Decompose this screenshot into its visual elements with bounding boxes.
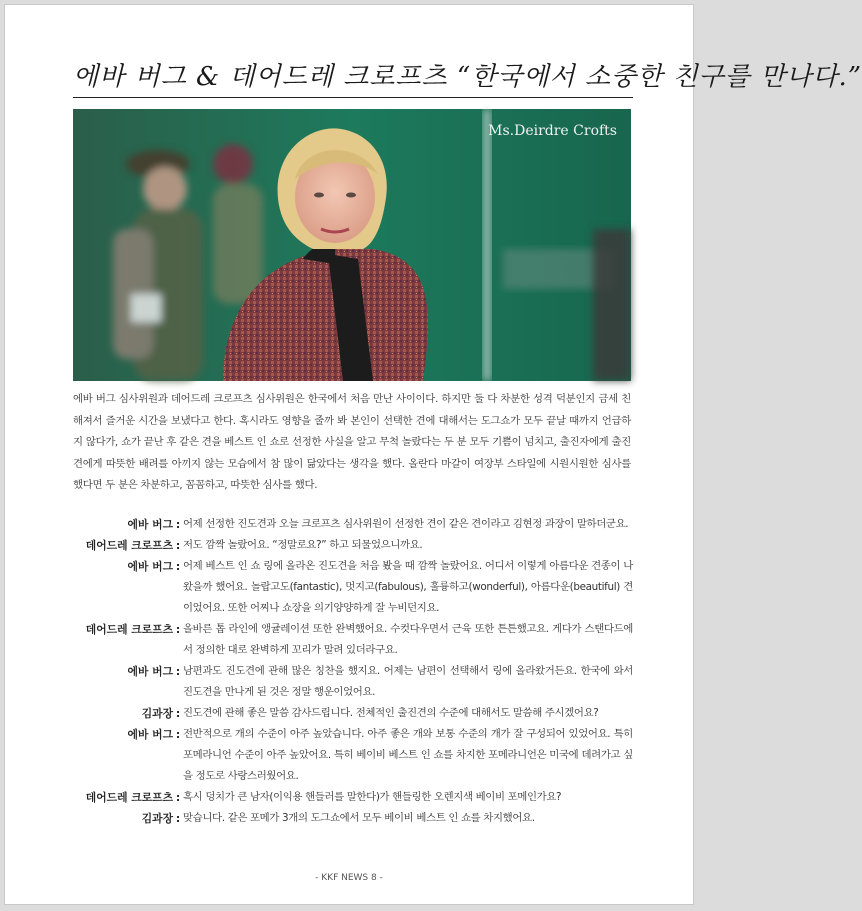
speech-text: 혹시 덩치가 큰 남자(이익용 핸들러를 말한다)가 핸들링한 오렌지색 베이비 포메인가요? [183, 791, 562, 803]
judge-portrait-illustration [73, 109, 631, 381]
photo-caption: Ms.Deirdre Crofts [488, 123, 617, 139]
article-photo [73, 109, 631, 381]
speaker-colon: : [175, 560, 181, 573]
speaker-colon: : [175, 728, 181, 741]
speaker-colon: : [175, 518, 181, 531]
speaker-colon: : [175, 707, 181, 720]
article-title: 에바 버그 & 데어드레 크로프츠 “한국에서 소중한 친구를 만나다.” [73, 62, 862, 92]
speaker-name: 에바 버그 [127, 518, 173, 531]
speech-text: 어제 베스트 인 쇼 링에 올라온 진도견을 처음 봤을 때 깜짝 놀랐어요. 어디서 이렇게 아름다운 견종이 나왔을까 했어요. 놀랍고도(fantastic), 멋지고(fabulous), 훌륭하고(wonderful), 아름다운(beautiful) 견이었어요. 또한 어찌나 쇼장을 의기양양하게 잘 누비던지요. [183, 560, 633, 614]
speaker-colon: : [175, 665, 181, 678]
interview-dialogue [73, 514, 633, 829]
speaker-name: 에바 버그 [127, 728, 173, 741]
dialogue-turn [73, 703, 633, 724]
dialogue-turn [73, 661, 633, 703]
dialogue-turn [73, 724, 633, 787]
dialogue-turn [73, 787, 633, 808]
speaker-name: 김과장 [141, 707, 173, 720]
speech-text: 진도견에 관해 좋은 말씀 감사드립니다. 전체적인 출진견의 수준에 대해서도 말씀해 주시겠어요? [183, 707, 599, 719]
dialogue-turn [73, 514, 633, 535]
speech-text: 올바른 톱 라인에 앵귤레이션 또한 완벽했어요. 수컷다우면서 근육 또한 튼튼했고요. 게다가 스탠다드에서 정의한 대로 완벽하게 꼬리가 말려 있더라구요. [183, 623, 633, 656]
speech-text: 저도 깜짝 놀랐어요. “정말로요?” 하고 되물었으니까요. [183, 539, 423, 551]
speaker-name: 데어드레 크로프츠 [85, 539, 173, 552]
dialogue-turn [73, 535, 633, 556]
intro-paragraph: 에바 버그 심사위원과 데어드레 크로프츠 심사위원은 한국에서 처음 만난 사이이다. 하지만 둘 다 차분한 성격 덕분인지 금세 친해져서 즐거운 시간을 보냈다고 한다. 혹시라도 영향을 줄까 봐 본인이 선택한 견에 대해서는 도그쇼가 모두 끝날 때까지 언급하지 않다가, 쇼가 끝난 후 같은 견을 베스트 인 쇼로 선정한 사실을 알고 무척 놀랐다는 두 분 모두 기쁨이 넘치고, 출진자에게 출진견에게 따뜻한 배려를 아끼지 않는 모습에서 참 많이 닮았다는 생각을 했다. 올란다 마갈이 여장부 스타일에 시원시원한 심사를 했다면 두 분은 차분하고, 꼼꼼하고, 따뜻한 심사를 했다. [73, 393, 631, 491]
dialogue-turn [73, 556, 633, 619]
speaker-name: 데어드레 크로프츠 [85, 623, 173, 636]
speech-text: 맞습니다. 같은 포메가 3개의 도그쇼에서 모두 베이비 베스트 인 쇼를 차지했어요. [183, 812, 535, 824]
speech-text: 남편과도 진도견에 관해 많은 칭찬을 했지요. 어제는 남편이 선택해서 링에 올라왔거든요. 한국에 와서 진도견을 만나게 된 것은 정말 행운이었어요. [183, 665, 633, 698]
speaker-colon: : [175, 812, 181, 825]
speech-text: 전반적으로 개의 수준이 아주 높았습니다. 아주 좋은 개와 보통 수준의 개가 잘 구성되어 있었어요. 특히 포메라니언 수준이 아주 높았어요. 특히 베이비 베스트 인 쇼를 차지한 포메라니언은 미국에 데려가고 싶을 정도로 사랑스러웠어요. [183, 728, 633, 782]
speaker-name: 김과장 [141, 812, 173, 825]
title-underline [73, 97, 633, 98]
dialogue-turn [73, 619, 633, 661]
speaker-name: 에바 버그 [127, 665, 173, 678]
speaker-name: 에바 버그 [127, 560, 173, 573]
dialogue-turn [73, 808, 633, 829]
speaker-colon: : [175, 623, 181, 636]
speaker-colon: : [175, 539, 181, 552]
magazine-page [4, 4, 862, 905]
speaker-name: 데어드레 크로프츠 [85, 791, 173, 804]
page-footer: - KKF NEWS 8 - [315, 873, 383, 883]
speech-text: 어제 선정한 진도견과 오늘 크로프츠 심사위원이 선정한 견이 같은 견이라고 김현정 과장이 말하더군요. [183, 518, 629, 530]
speaker-colon: : [175, 791, 181, 804]
